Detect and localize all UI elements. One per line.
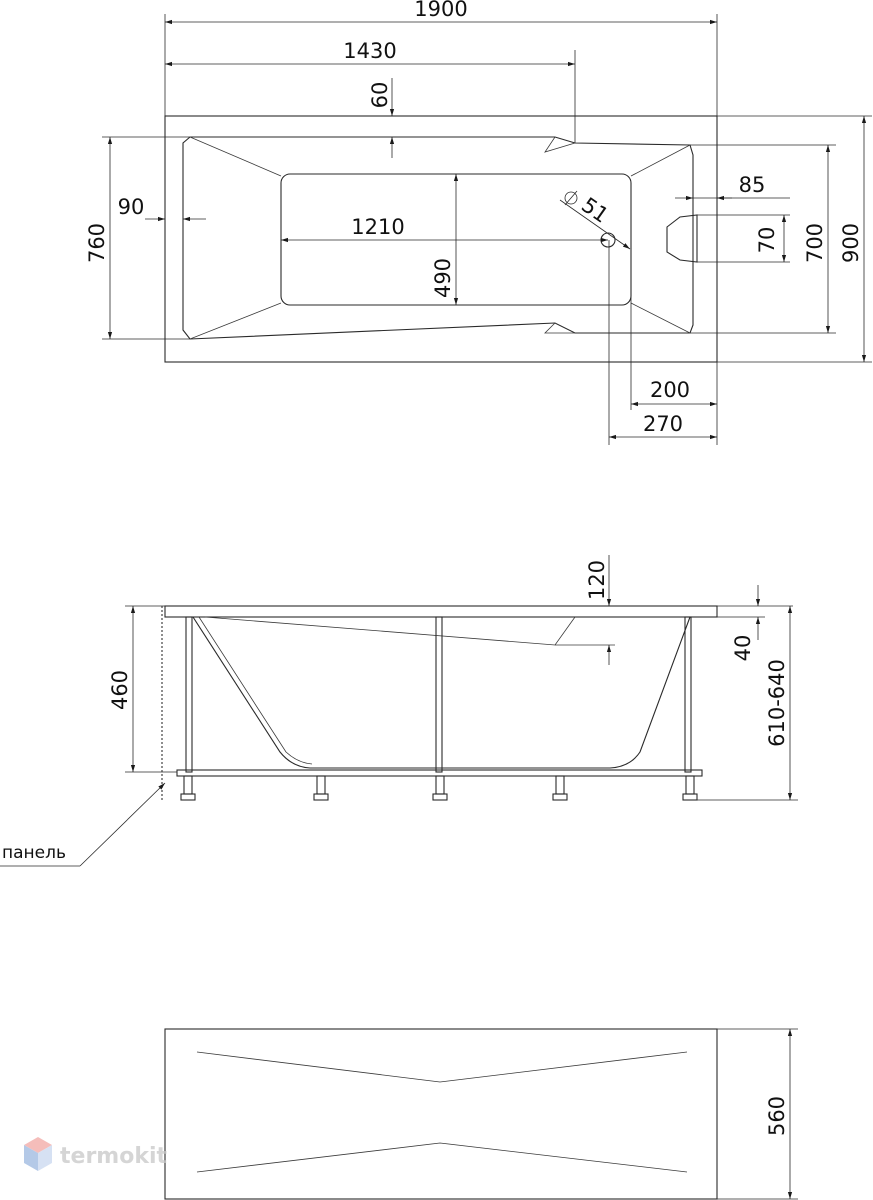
leg-foot bbox=[314, 794, 328, 800]
dim-drain: 51 bbox=[577, 192, 613, 228]
dim-40: 40 bbox=[731, 634, 755, 662]
corner-line-br bbox=[631, 303, 690, 333]
dim-60: 60 bbox=[368, 81, 392, 109]
frame-post-left bbox=[186, 617, 192, 772]
tub-outer-rim bbox=[165, 116, 717, 362]
dim-length: 1900 bbox=[414, 0, 468, 21]
frame-post-right bbox=[685, 617, 691, 772]
leg bbox=[184, 776, 192, 794]
headrest-top bbox=[545, 137, 575, 152]
panel-view bbox=[165, 1029, 798, 1199]
dim-700: 700 bbox=[803, 222, 827, 264]
dim-560: 560 bbox=[765, 1095, 789, 1137]
dim-height: 610-640 bbox=[765, 659, 789, 747]
dim-270: 270 bbox=[642, 412, 684, 436]
corner-line-tl bbox=[190, 137, 281, 176]
dim-90: 90 bbox=[117, 195, 145, 219]
dim-490: 490 bbox=[431, 257, 455, 299]
frame-post-mid bbox=[436, 617, 442, 772]
corner-line-bl bbox=[190, 303, 281, 339]
leg bbox=[686, 776, 694, 794]
headrest-bottom bbox=[545, 323, 575, 333]
panel-label: панель bbox=[2, 843, 66, 863]
tub-bowl-outline bbox=[183, 137, 693, 339]
tub-side-inner bbox=[199, 617, 312, 764]
dim-70: 70 bbox=[755, 226, 779, 254]
side-view bbox=[0, 555, 798, 866]
diameter-symbol-icon bbox=[565, 191, 577, 205]
panel-decor-top bbox=[197, 1052, 687, 1082]
top-view bbox=[85, 0, 872, 445]
side-rim bbox=[165, 606, 717, 617]
logo-text: termokit bbox=[60, 1144, 168, 1169]
leg bbox=[556, 776, 564, 794]
front-panel-outline bbox=[165, 1029, 717, 1199]
dim-460: 460 bbox=[108, 669, 132, 711]
leg-foot bbox=[553, 794, 567, 800]
dim-1430: 1430 bbox=[343, 39, 397, 63]
dim-120: 120 bbox=[585, 559, 609, 601]
leg bbox=[436, 776, 444, 794]
leg-foot bbox=[181, 794, 195, 800]
dim-200: 200 bbox=[649, 378, 691, 402]
frame-base bbox=[177, 770, 702, 776]
corner-line-tr bbox=[631, 145, 690, 176]
frame-legs bbox=[181, 776, 697, 800]
leg-foot bbox=[683, 794, 697, 800]
termokit-logo bbox=[24, 1137, 167, 1171]
tub-headrest-slope bbox=[205, 617, 575, 645]
dim-760: 760 bbox=[85, 222, 109, 264]
leg bbox=[317, 776, 325, 794]
dim-900: 900 bbox=[839, 222, 863, 264]
dim-1210: 1210 bbox=[351, 215, 405, 239]
dim-85: 85 bbox=[738, 173, 766, 197]
panel-decor-bottom bbox=[197, 1143, 687, 1172]
panel-leader-line bbox=[80, 783, 165, 866]
leg-foot bbox=[433, 794, 447, 800]
